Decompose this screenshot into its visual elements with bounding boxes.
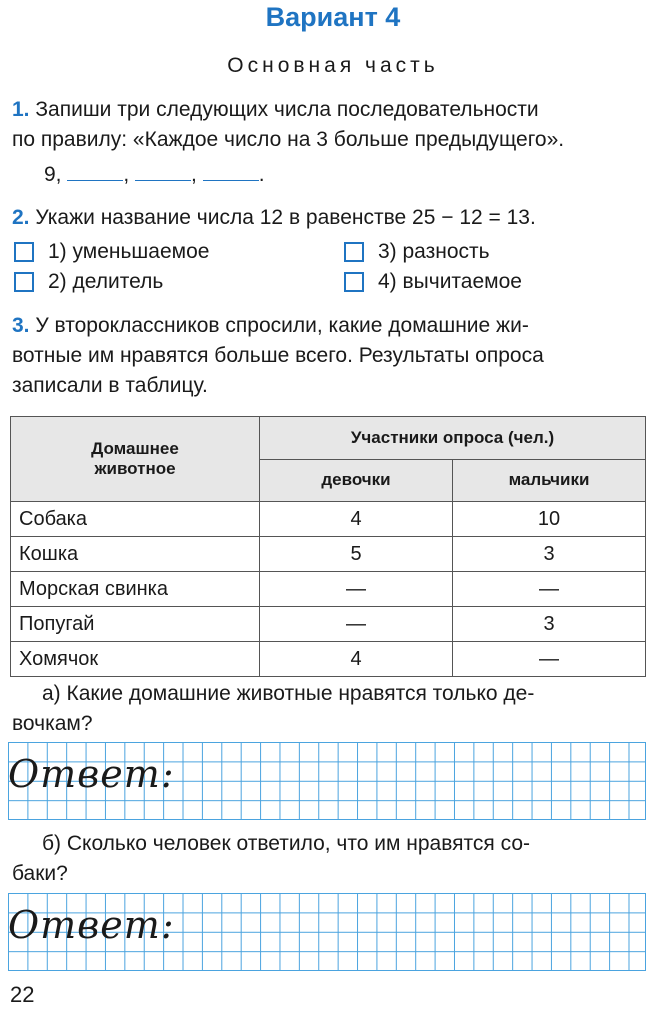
row-boys: 10 xyxy=(453,502,646,537)
row-girls: — xyxy=(260,572,453,607)
sequence-sep-2: , xyxy=(191,163,197,186)
task1-sequence xyxy=(44,162,265,187)
page-number: 22 xyxy=(10,982,35,1007)
option-1-checkbox[interactable] xyxy=(14,242,34,262)
sequence-blank-2[interactable] xyxy=(135,162,191,181)
row-animal: Попугай xyxy=(11,607,260,642)
answer-b-label: Ответ: xyxy=(8,903,175,947)
task3-line1 xyxy=(12,314,529,338)
variant-title: Вариант 4 xyxy=(265,2,401,32)
task3-text-line3: записали в таблицу. xyxy=(12,374,208,397)
option-3-label: 3) разность xyxy=(378,240,490,263)
row-girls: 4 xyxy=(260,502,453,537)
sequence-blank-1[interactable] xyxy=(67,162,123,181)
sequence-start: 9, xyxy=(44,163,62,186)
row-animal: Морская свинка xyxy=(11,572,260,607)
option-2-checkbox[interactable] xyxy=(14,272,34,292)
table-row xyxy=(11,537,646,572)
task2-number: 2. xyxy=(12,206,30,229)
header-animal-line2: животное xyxy=(94,459,176,478)
task1-text-line2: по правилу: «Каждое число на 3 больше предыдущего». xyxy=(12,128,565,151)
sequence-sep-1: , xyxy=(123,163,130,186)
task1-text-line1: Запиши три следующих числа последовательности xyxy=(35,98,539,121)
question-b-line1: б) Сколько человек ответило, что им нравятся со- xyxy=(42,832,531,855)
option-1-label: 1) уменьшаемое xyxy=(48,240,210,263)
task2-text: Укажи название числа 12 в равенстве 25 − 12 = 13. xyxy=(35,206,536,229)
table-row xyxy=(11,502,646,537)
task3-text-line1: У второклассников спросили, какие домашние жи- xyxy=(35,314,529,337)
option-3-checkbox[interactable] xyxy=(344,242,364,262)
table-row xyxy=(11,572,646,607)
row-boys: 3 xyxy=(453,607,646,642)
header-animal-line1: Домашнее xyxy=(91,439,179,458)
survey-table xyxy=(10,416,646,677)
question-a-line1: а) Какие домашние животные нравятся только де- xyxy=(42,682,535,705)
task1-number: 1. xyxy=(12,98,30,121)
answer-a-label: Ответ: xyxy=(8,752,175,796)
row-animal: Собака xyxy=(11,502,260,537)
header-boys: мальчики xyxy=(453,459,646,502)
row-boys: 3 xyxy=(453,537,646,572)
option-4-checkbox[interactable] xyxy=(344,272,364,292)
option-4-label: 4) вычитаемое xyxy=(378,270,522,293)
task3-number: 3. xyxy=(12,314,30,337)
table-row xyxy=(11,642,646,677)
row-animal: Кошка xyxy=(11,537,260,572)
section-title: Основная часть xyxy=(227,54,439,77)
option-2-label: 2) делитель xyxy=(48,270,164,293)
question-b-line2: баки? xyxy=(12,862,68,885)
sequence-end: . xyxy=(258,163,265,186)
task2-line xyxy=(12,206,536,230)
row-animal: Хомячок xyxy=(11,642,260,677)
row-girls: 5 xyxy=(260,537,453,572)
row-boys: — xyxy=(453,642,646,677)
sequence-blank-3[interactable] xyxy=(203,162,259,181)
header-girls: девочки xyxy=(260,459,453,502)
table-row xyxy=(11,607,646,642)
row-girls: 4 xyxy=(260,642,453,677)
task3-text-line2: вотные им нравятся больше всего. Результаты опроса xyxy=(12,344,544,367)
task1-line1 xyxy=(12,98,539,122)
header-animal xyxy=(11,417,260,502)
row-boys: — xyxy=(453,572,646,607)
row-girls: — xyxy=(260,607,453,642)
header-participants: Участники опроса (чел.) xyxy=(260,417,646,460)
question-a-line2: вочкам? xyxy=(12,712,93,735)
